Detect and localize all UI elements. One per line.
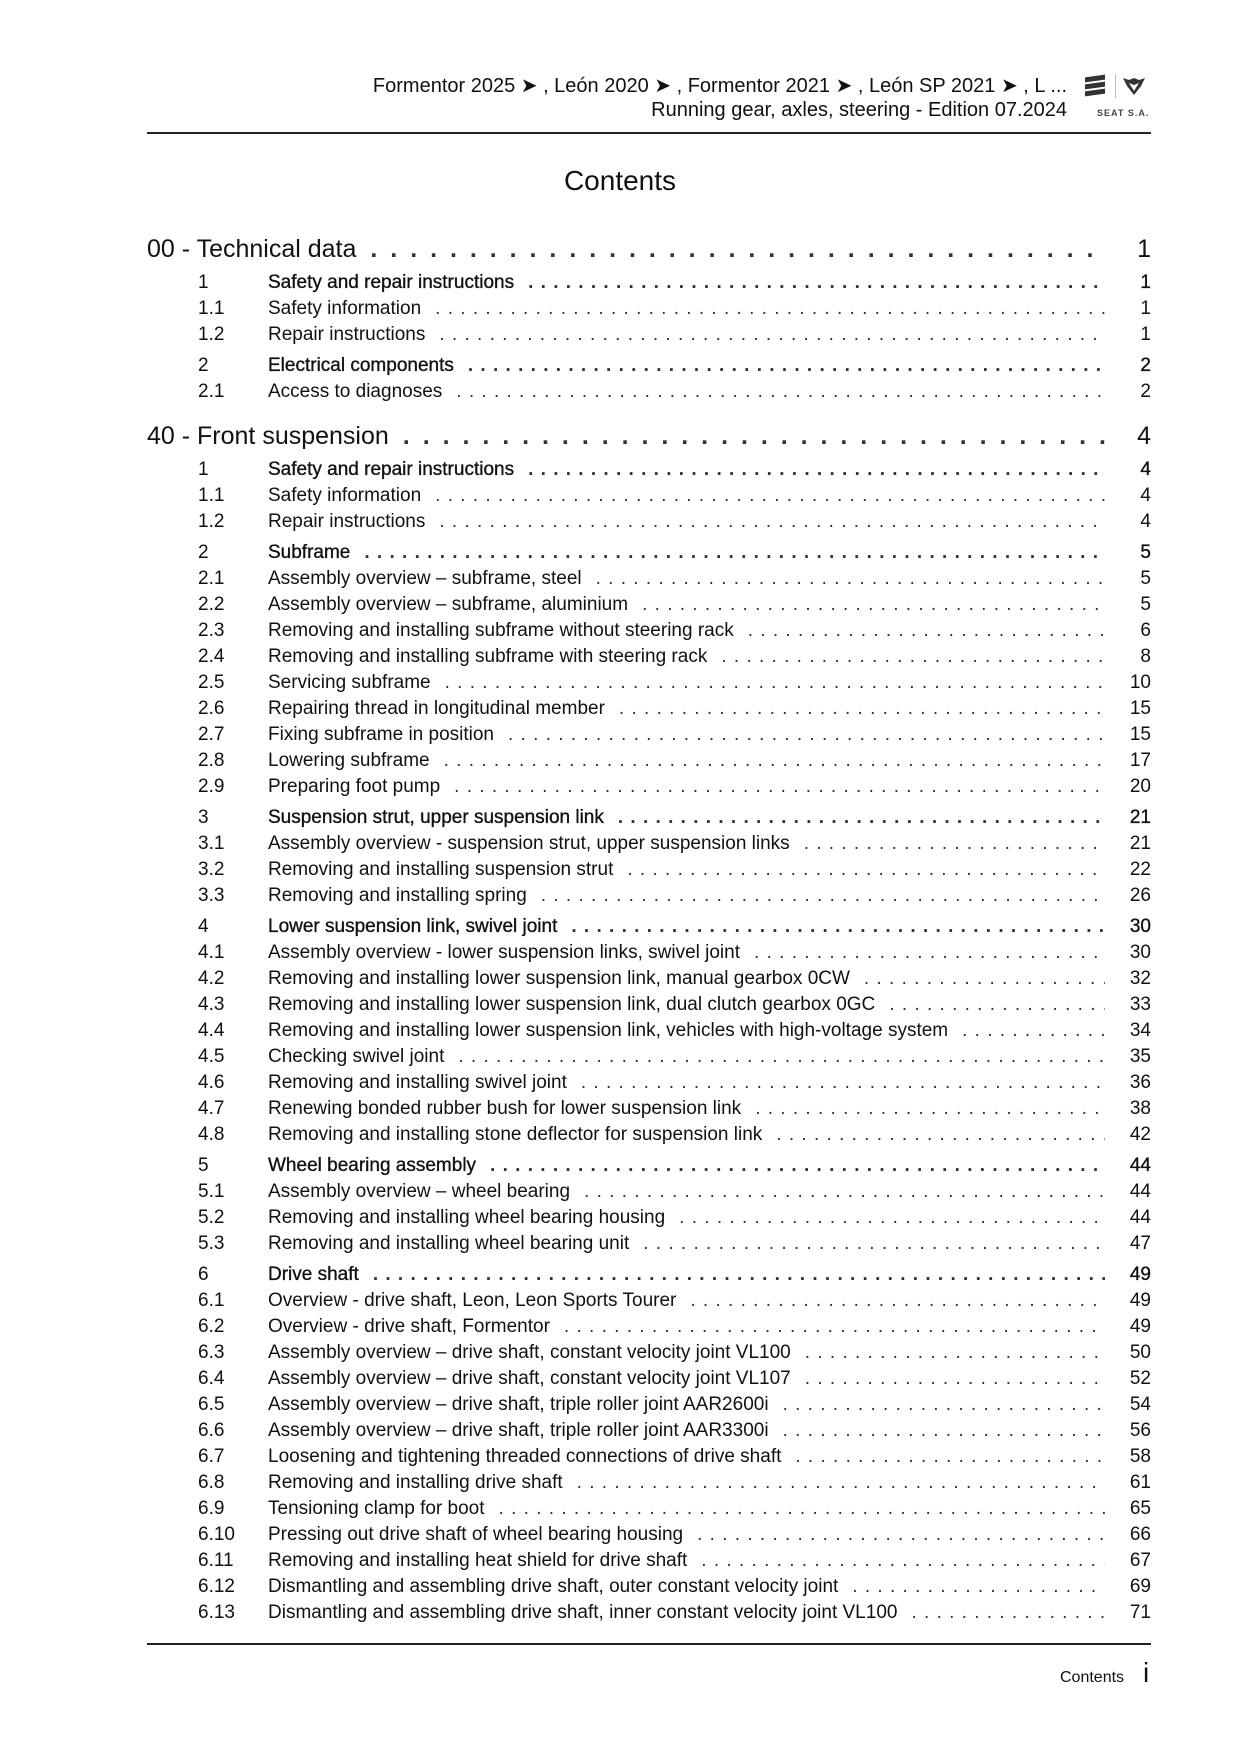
toc-number: 6.11 — [198, 1550, 234, 1572]
toc-title: Fixing subframe in position — [268, 724, 494, 746]
toc-title: Wheel bearing assembly — [268, 1155, 477, 1177]
header-rule — [147, 132, 1151, 134]
toc-title: Overview - drive shaft, Formentor — [268, 1316, 550, 1338]
toc-leader-dots — [584, 1181, 1105, 1203]
toc-title: Assembly overview – wheel bearing — [268, 1181, 571, 1203]
toc-entry[interactable] — [147, 1524, 1151, 1546]
toc-number: 2.4 — [198, 646, 225, 668]
toc-leader-dots — [403, 422, 1105, 451]
toc-leader-dots — [435, 298, 1105, 320]
toc-entry[interactable] — [147, 724, 1151, 746]
footer-section-label: Contents — [1060, 1669, 1125, 1686]
toc-entry[interactable] — [147, 1602, 1151, 1624]
toc-leader-dots — [458, 1046, 1105, 1068]
toc-title: Lower suspension link, swivel joint — [268, 916, 558, 938]
toc-number: 5 — [198, 1155, 209, 1177]
toc-entry[interactable] — [147, 750, 1151, 772]
toc-title: Removing and installing wheel bearing housing — [268, 1207, 666, 1229]
toc-page-number: 1 — [1140, 272, 1151, 294]
toc-entry[interactable] — [147, 324, 1151, 346]
toc-page-number: 20 — [1129, 776, 1151, 798]
toc-leader-dots — [804, 833, 1105, 855]
toc-page-number: 49 — [1129, 1264, 1151, 1286]
toc-leader-dots — [701, 1550, 1105, 1572]
toc-leader-dots — [577, 1472, 1105, 1494]
logo-label: SEAT S.A. — [1097, 108, 1150, 118]
toc-title: Removing and installing drive shaft — [268, 1472, 563, 1494]
toc-title: Removing and installing wheel bearing unit — [268, 1233, 630, 1255]
toc-page-number: 26 — [1129, 885, 1151, 907]
toc-title: Checking swivel joint — [268, 1046, 445, 1068]
toc-page-number: 30 — [1129, 942, 1151, 964]
toc-entry[interactable] — [147, 885, 1151, 907]
toc-leader-dots — [783, 1394, 1105, 1416]
toc-leader-dots — [889, 994, 1105, 1016]
toc-title: Safety and repair instructions — [268, 272, 515, 294]
toc-number: 4.3 — [198, 994, 225, 1016]
toc-title: Assembly overview – drive shaft, triple roller joint AAR3300i — [268, 1420, 769, 1442]
toc-leader-dots — [721, 646, 1105, 668]
toc-section[interactable] — [147, 916, 1151, 938]
toc-title: 40 - Front suspension — [147, 422, 389, 450]
toc-leader-dots — [445, 672, 1105, 694]
page-title: Contents — [563, 165, 677, 196]
toc-page-number: 44 — [1129, 1155, 1151, 1177]
toc-number: 6.5 — [198, 1394, 225, 1416]
toc-leader-dots — [776, 1124, 1105, 1146]
toc-entry[interactable] — [147, 1072, 1151, 1094]
toc-page-number: 54 — [1129, 1394, 1151, 1416]
toc-leader-dots — [643, 1233, 1105, 1255]
toc-entry[interactable] — [147, 485, 1151, 507]
toc-page-number: 4 — [1140, 485, 1151, 507]
toc-page-number: 4 — [1140, 459, 1151, 481]
toc-number: 1 — [198, 459, 209, 481]
toc-title: Removing and installing lower suspension link, manual gearbox 0CW — [268, 968, 850, 990]
toc-leader-dots — [439, 324, 1105, 346]
toc-title: Loosening and tightening threaded connections of drive shaft — [268, 1446, 782, 1468]
toc-section[interactable] — [147, 459, 1151, 481]
toc-page-number: 47 — [1129, 1233, 1151, 1255]
toc-leader-dots — [528, 272, 1105, 294]
toc-page-number: 1 — [1140, 324, 1151, 346]
toc-number: 3.2 — [198, 859, 225, 881]
toc-number: 6.9 — [198, 1498, 225, 1520]
toc-page-number: 2 — [1140, 381, 1151, 403]
toc-entry[interactable] — [147, 776, 1151, 798]
toc-leader-dots — [618, 807, 1105, 829]
toc-page-number: 6 — [1140, 620, 1151, 642]
toc-number: 2 — [198, 542, 209, 564]
toc-leader-dots — [373, 1264, 1105, 1286]
toc-page-number: 2 — [1140, 355, 1151, 377]
toc-page-number: 61 — [1129, 1472, 1151, 1494]
toc-page-number: 5 — [1140, 568, 1151, 590]
toc-entry[interactable] — [147, 833, 1151, 855]
toc-number: 5.1 — [198, 1181, 225, 1203]
toc-section[interactable] — [147, 1264, 1151, 1286]
toc-entry[interactable] — [147, 1394, 1151, 1416]
toc-title: Renewing bonded rubber bush for lower suspension link — [268, 1098, 742, 1120]
toc-page-number: 52 — [1129, 1368, 1151, 1390]
toc-chapter[interactable] — [147, 422, 1151, 451]
toc-title: Tensioning clamp for boot — [268, 1498, 485, 1520]
toc-page-number: 66 — [1129, 1524, 1151, 1546]
toc-section[interactable] — [147, 807, 1151, 829]
toc-page-number: 49 — [1129, 1316, 1151, 1338]
toc-page-number: 36 — [1129, 1072, 1151, 1094]
toc-number: 2.8 — [198, 750, 225, 772]
toc-entry[interactable] — [147, 1420, 1151, 1442]
toc-leader-dots — [619, 698, 1105, 720]
toc-entry[interactable] — [147, 1316, 1151, 1338]
toc-title: Removing and installing subframe without steering rack — [268, 620, 734, 642]
toc-title: Electrical components — [268, 355, 454, 377]
toc-title: Dismantling and assembling drive shaft, outer constant velocity joint — [268, 1576, 839, 1598]
toc-title: 00 - Technical data — [147, 235, 357, 263]
toc-page-number: 4 — [1140, 511, 1151, 533]
toc-number: 6.2 — [198, 1316, 225, 1338]
toc-leader-dots — [439, 511, 1105, 533]
toc-section[interactable] — [147, 542, 1151, 564]
toc-leader-dots — [454, 776, 1105, 798]
toc-number: 6.13 — [198, 1602, 235, 1624]
toc-title: Safety and repair instructions — [268, 459, 515, 481]
models-line: Formentor 2025 ➤ , León 2020 ➤ , Formentor 2021 ➤ , León SP 2021 ➤ , L ... — [372, 75, 1067, 97]
toc-chapter[interactable] — [147, 235, 1151, 264]
toc-leader-dots — [690, 1290, 1105, 1312]
toc-number: 1 — [198, 272, 209, 294]
toc-number: 3 — [198, 807, 209, 829]
toc-number: 4.2 — [198, 968, 225, 990]
toc-number: 4.8 — [198, 1124, 225, 1146]
toc-leader-dots — [468, 355, 1105, 377]
toc-title: Repair instructions — [268, 324, 426, 346]
toc-title: Preparing foot pump — [268, 776, 441, 798]
toc-number: 6.6 — [198, 1420, 225, 1442]
toc-entry[interactable] — [147, 1498, 1151, 1520]
toc-title: Dismantling and assembling drive shaft, inner constant velocity joint VL100 — [268, 1602, 898, 1624]
toc-number: 5.2 — [198, 1207, 225, 1229]
toc-page-number: 32 — [1129, 968, 1151, 990]
seat-sa-logo — [1085, 74, 1155, 124]
toc-entry[interactable] — [147, 1550, 1151, 1572]
cupra-logo-icon — [1123, 76, 1145, 96]
toc-leader-dots — [697, 1524, 1105, 1546]
toc-page-number: 50 — [1129, 1342, 1151, 1364]
toc-leader-dots — [754, 942, 1105, 964]
toc-page-number: 33 — [1129, 994, 1151, 1016]
toc-entry[interactable] — [147, 381, 1151, 403]
toc-title: Assembly overview – drive shaft, triple roller joint AAR2600i — [268, 1394, 769, 1416]
toc-entry[interactable] — [147, 1472, 1151, 1494]
toc-page-number: 1 — [1137, 235, 1151, 263]
toc-number: 6.8 — [198, 1472, 225, 1494]
toc-title: Removing and installing stone deflector for suspension link — [268, 1124, 763, 1146]
toc-number: 4.6 — [198, 1072, 225, 1094]
toc-leader-dots — [499, 1498, 1105, 1520]
toc-title: Assembly overview – drive shaft, constant velocity joint VL107 — [268, 1368, 791, 1390]
toc-page-number: 71 — [1129, 1602, 1151, 1624]
toc-page-number: 30 — [1129, 916, 1151, 938]
toc-number: 6.3 — [198, 1342, 225, 1364]
toc-title: Pressing out drive shaft of wheel bearing housing — [268, 1524, 684, 1546]
toc-section[interactable] — [147, 272, 1151, 294]
toc-entry[interactable] — [147, 594, 1151, 616]
toc-number: 6.7 — [198, 1446, 225, 1468]
toc-entry[interactable] — [147, 1342, 1151, 1364]
toc-entry[interactable] — [147, 1233, 1151, 1255]
toc-leader-dots — [748, 620, 1105, 642]
toc-page-number: 15 — [1129, 724, 1151, 746]
toc-page-number: 67 — [1129, 1550, 1151, 1572]
toc-page-number: 21 — [1129, 833, 1151, 855]
logo-divider — [1115, 74, 1116, 98]
toc-title: Removing and installing suspension strut — [268, 859, 614, 881]
toc-section[interactable] — [147, 1155, 1151, 1177]
toc-entry[interactable] — [147, 968, 1151, 990]
toc-entry[interactable] — [147, 672, 1151, 694]
toc-number: 2.2 — [198, 594, 225, 616]
footer-page-number: i — [1143, 1657, 1150, 1688]
toc-leader-dots — [805, 1342, 1105, 1364]
toc-page-number: 8 — [1140, 646, 1151, 668]
toc-page-number: 4 — [1137, 422, 1151, 450]
toc-number: 2.6 — [198, 698, 225, 720]
toc-title: Repair instructions — [268, 511, 426, 533]
toc-title: Assembly overview – subframe, steel — [268, 568, 582, 590]
toc-entry[interactable] — [147, 620, 1151, 642]
toc-number: 6.4 — [198, 1368, 225, 1390]
toc-title: Subframe — [268, 542, 351, 564]
toc-title: Removing and installing swivel joint — [268, 1072, 567, 1094]
toc-page-number: 34 — [1129, 1020, 1151, 1042]
toc-leader-dots — [435, 485, 1105, 507]
toc-page-number: 15 — [1129, 698, 1151, 720]
toc-page-number: 69 — [1129, 1576, 1151, 1598]
toc-number: 1.1 — [198, 485, 225, 507]
toc-leader-dots — [852, 1576, 1105, 1598]
toc-page-number: 35 — [1129, 1046, 1151, 1068]
toc-page-number: 44 — [1129, 1181, 1151, 1203]
toc-number: 2.5 — [198, 672, 225, 694]
toc-number: 1.1 — [198, 298, 225, 320]
toc-page-number: 56 — [1129, 1420, 1151, 1442]
toc-title: Safety information — [268, 298, 422, 320]
toc-entry[interactable] — [147, 942, 1151, 964]
toc-number: 2 — [198, 355, 209, 377]
toc-title: Overview - drive shaft, Leon, Leon Sports Tourer — [268, 1290, 677, 1312]
toc-title: Access to diagnoses — [268, 381, 443, 403]
toc-page-number: 21 — [1129, 807, 1151, 829]
toc-leader-dots — [444, 750, 1105, 772]
toc-leader-dots — [508, 724, 1105, 746]
toc-number: 3.1 — [198, 833, 225, 855]
toc-page-number: 10 — [1129, 672, 1151, 694]
toc-entry[interactable] — [147, 1290, 1151, 1312]
toc-leader-dots — [490, 1155, 1105, 1177]
toc-title: Assembly overview – drive shaft, constant velocity joint VL100 — [268, 1342, 791, 1364]
toc-leader-dots — [783, 1420, 1105, 1442]
toc-title: Safety information — [268, 485, 422, 507]
toc-number: 2.7 — [198, 724, 225, 746]
footer-rule — [147, 1643, 1151, 1645]
toc-title: Servicing subframe — [268, 672, 431, 694]
toc-number: 4.1 — [198, 942, 225, 964]
page-header — [147, 74, 1067, 122]
toc-leader-dots — [962, 1020, 1105, 1042]
toc-title: Assembly overview - lower suspension links, swivel joint — [268, 942, 741, 964]
toc-number: 6.10 — [198, 1524, 235, 1546]
toc-leader-dots — [564, 1316, 1105, 1338]
toc-number: 2.9 — [198, 776, 225, 798]
toc-title: Removing and installing lower suspension link, dual clutch gearbox 0GC — [268, 994, 876, 1016]
toc-number: 3.3 — [198, 885, 225, 907]
toc-title: Removing and installing spring — [268, 885, 527, 907]
toc-number: 1.2 — [198, 511, 225, 533]
toc-page-number: 22 — [1129, 859, 1151, 881]
toc-number: 4.4 — [198, 1020, 225, 1042]
toc-leader-dots — [911, 1602, 1105, 1624]
toc-number: 4 — [198, 916, 209, 938]
toc-leader-dots — [528, 459, 1105, 481]
toc-number: 6.12 — [198, 1576, 235, 1598]
toc-title: Lowering subframe — [268, 750, 430, 772]
toc-number: 5.3 — [198, 1233, 225, 1255]
toc-number: 2.3 — [198, 620, 225, 642]
toc-entry[interactable] — [147, 1046, 1151, 1068]
toc-entry[interactable] — [147, 1368, 1151, 1390]
toc-page-number: 5 — [1140, 594, 1151, 616]
toc-entry[interactable] — [147, 298, 1151, 320]
toc-page-number: 1 — [1140, 298, 1151, 320]
toc-entry[interactable] — [147, 859, 1151, 881]
toc-title: Assembly overview - suspension strut, upper suspension links — [268, 833, 790, 855]
toc-page-number: 17 — [1129, 750, 1151, 772]
toc-entry[interactable] — [147, 568, 1151, 590]
toc-entry[interactable] — [147, 1207, 1151, 1229]
seat-s-logo-icon — [1085, 76, 1105, 94]
toc-leader-dots — [679, 1207, 1105, 1229]
toc-entry[interactable] — [147, 1181, 1151, 1203]
toc-entry[interactable] — [147, 1446, 1151, 1468]
toc-entry[interactable] — [147, 994, 1151, 1016]
toc-page-number: 58 — [1129, 1446, 1151, 1468]
toc-leader-dots — [755, 1098, 1105, 1120]
toc-title: Assembly overview – subframe, aluminium — [268, 594, 629, 616]
toc-leader-dots — [541, 885, 1105, 907]
toc-title: Suspension strut, upper suspension link — [268, 807, 604, 829]
toc-entry[interactable] — [147, 1020, 1151, 1042]
toc-number: 2.1 — [198, 381, 225, 403]
toc-leader-dots — [571, 916, 1105, 938]
toc-leader-dots — [596, 568, 1105, 590]
toc-leader-dots — [581, 1072, 1105, 1094]
toc-page-number: 49 — [1129, 1290, 1151, 1312]
toc-title: Removing and installing heat shield for drive shaft — [268, 1550, 688, 1572]
manual-edition-line: Running gear, axles, steering - Edition 07.2024 — [651, 99, 1067, 121]
toc-entry[interactable] — [147, 1576, 1151, 1598]
toc-entry[interactable] — [147, 698, 1151, 720]
toc-leader-dots — [364, 542, 1105, 564]
toc-number: 1.2 — [198, 324, 225, 346]
toc-title: Repairing thread in longitudinal member — [268, 698, 605, 720]
toc-leader-dots — [642, 594, 1105, 616]
toc-entry[interactable] — [147, 1098, 1151, 1120]
toc-title: Drive shaft — [268, 1264, 359, 1286]
toc-leader-dots — [805, 1368, 1105, 1390]
toc-page-number: 44 — [1129, 1207, 1151, 1229]
toc-section[interactable] — [147, 355, 1151, 377]
toc-number: 2.1 — [198, 568, 225, 590]
toc-leader-dots — [370, 235, 1105, 264]
toc-title: Removing and installing lower suspension link, vehicles with high-voltage system — [268, 1020, 949, 1042]
toc-number: 4.5 — [198, 1046, 225, 1068]
toc-number: 6.1 — [198, 1290, 225, 1312]
toc-number: 6 — [198, 1264, 209, 1286]
toc-page-number: 65 — [1129, 1498, 1151, 1520]
toc-page-number: 38 — [1129, 1098, 1151, 1120]
toc-page-number: 5 — [1140, 542, 1151, 564]
toc-entry[interactable] — [147, 646, 1151, 668]
toc-leader-dots — [864, 968, 1105, 990]
toc-number: 4.7 — [198, 1098, 225, 1120]
toc-page-number: 42 — [1129, 1124, 1151, 1146]
toc-leader-dots — [456, 381, 1105, 403]
toc-leader-dots — [795, 1446, 1105, 1468]
toc-entry[interactable] — [147, 511, 1151, 533]
toc-title: Removing and installing subframe with steering rack — [268, 646, 708, 668]
toc-entry[interactable] — [147, 1124, 1151, 1146]
toc-leader-dots — [627, 859, 1105, 881]
